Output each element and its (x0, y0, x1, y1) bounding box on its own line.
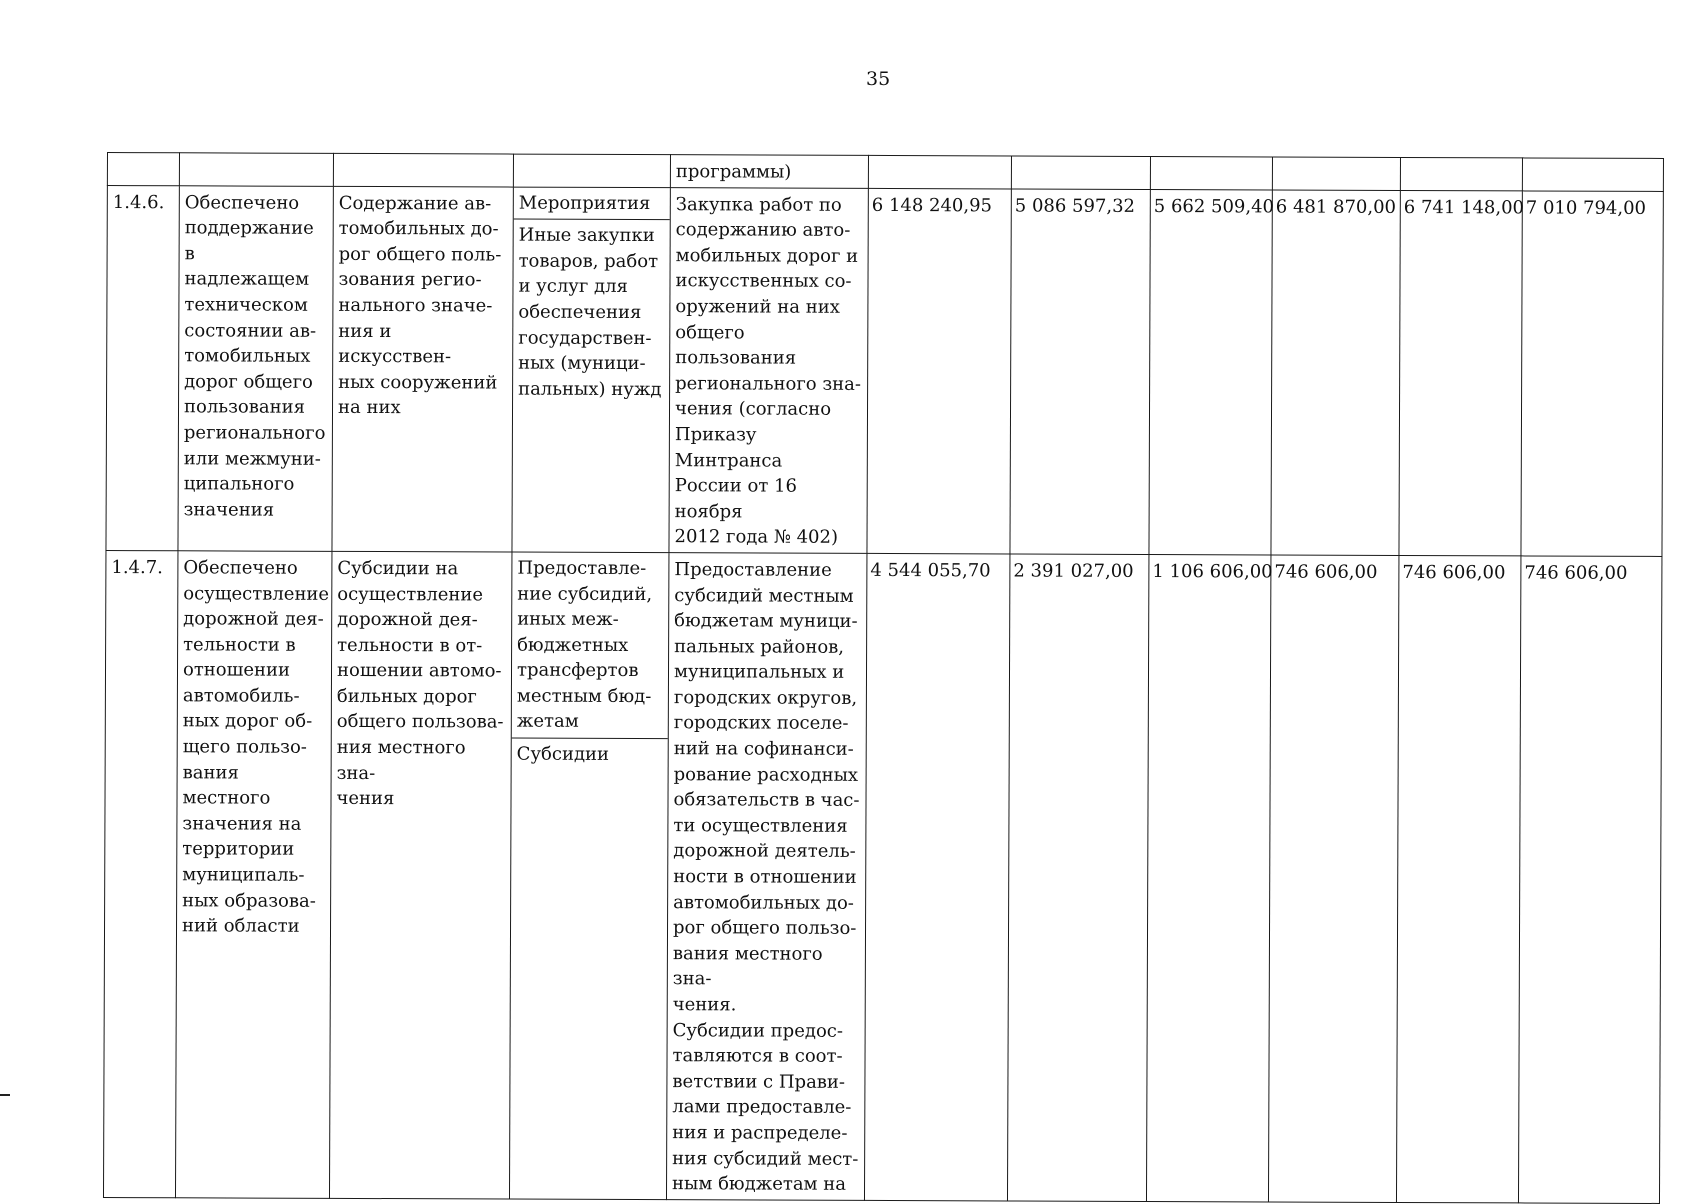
table-row (103, 550, 1661, 1203)
row-value: 746 606,00 (1268, 555, 1398, 1202)
cont-cell-description: программы) (670, 155, 868, 188)
cont-cell-value (1522, 158, 1663, 191)
page-number: 35 (866, 68, 891, 90)
row-result: Обеспечено осуществление дорожной дея- тельности в отношении автомобиль- ных дорог об- щего пользо- вания местного значения на территории муниципаль- ных образова- ний области (175, 551, 331, 1198)
row-value: 6 148 240,95 (867, 188, 1011, 554)
row-value: 2 391 027,00 (1007, 554, 1148, 1201)
row-expense-type (509, 552, 668, 1199)
cont-cell-value (868, 155, 1011, 188)
row-value: 746 606,00 (1396, 555, 1520, 1202)
cont-cell-type (513, 154, 670, 187)
row-value: 746 606,00 (1518, 556, 1661, 1203)
budget-table (103, 152, 1664, 1204)
row-value: 5 086 597,32 (1010, 189, 1150, 555)
scan-margin-mark (0, 1094, 10, 1096)
cont-cell-action (333, 153, 513, 186)
row-result: Обеспечено поддержание в надлежащем техническом состоянии ав- томобильных дорог общего пользования регионального или межмуни- ципального значения (178, 185, 333, 551)
row-action: Содержание ав- томобильных до- рог общего поль- зования регио- нального значе- ния и искусствен- ных сооружений на них (332, 186, 513, 552)
cont-cell-result (179, 153, 333, 186)
row-description: Закупка работ по содержанию авто- мобильных дорог и искусственных со- оружений на них общего пользования регионального зна- чения (согласно Приказу Минтранса России от 16 ноября 2012 года № 402) (669, 187, 868, 553)
cont-cell-code (107, 153, 179, 186)
row-value: 5 662 509,40 (1149, 189, 1272, 555)
row-code: 1.4.6. (106, 185, 179, 551)
expense-type-header: Мероприятия (514, 187, 670, 220)
cont-cell-value (1011, 156, 1150, 189)
row-action: Субсидии на осуществление дорожной дея- тельности в от- ношении автомо- бильных дорог общего пользова- ния местного зна- чения (329, 551, 511, 1199)
expense-type-detail: Субсидии (516, 743, 610, 765)
row-description: Предоставление субсидий местным бюджетам муници- пальных районов, муниципальных и городских округов, городских поселе- ний на софинанси- рование расходных обязательств в час- ти осуществления дорожной деятель- ности в отношении автомобильных до- рог общего пользо- вания местного зна- чения. Субсидии предос- тавляются в соот- ветствии с Прави- лами предоставле- ния и распределе- ния субсидий мест- ным бюджетам на (666, 553, 866, 1201)
cont-cell-value (1400, 157, 1522, 190)
row-value: 4 544 055,70 (864, 553, 1009, 1200)
row-value: 1 106 606,00 (1146, 554, 1270, 1201)
expense-type-detail: Иные закупки товаров, работ и услуг для обеспечения государствен- ных (муници- пальных) нужд (518, 224, 662, 400)
cont-cell-value (1150, 157, 1272, 190)
row-value: 6 741 148,00 (1399, 190, 1522, 556)
row-value: 6 481 870,00 (1271, 190, 1400, 556)
cont-cell-value (1272, 157, 1400, 190)
row-code: 1.4.7. (103, 550, 177, 1197)
row-value: 7 010 794,00 (1521, 191, 1663, 557)
table-row (106, 185, 1663, 556)
expense-type-header: Предоставле- ние субсидий, иных меж- бюджетных трансфертов местным бюд- жетам (512, 552, 669, 739)
row-expense-type (512, 187, 670, 553)
